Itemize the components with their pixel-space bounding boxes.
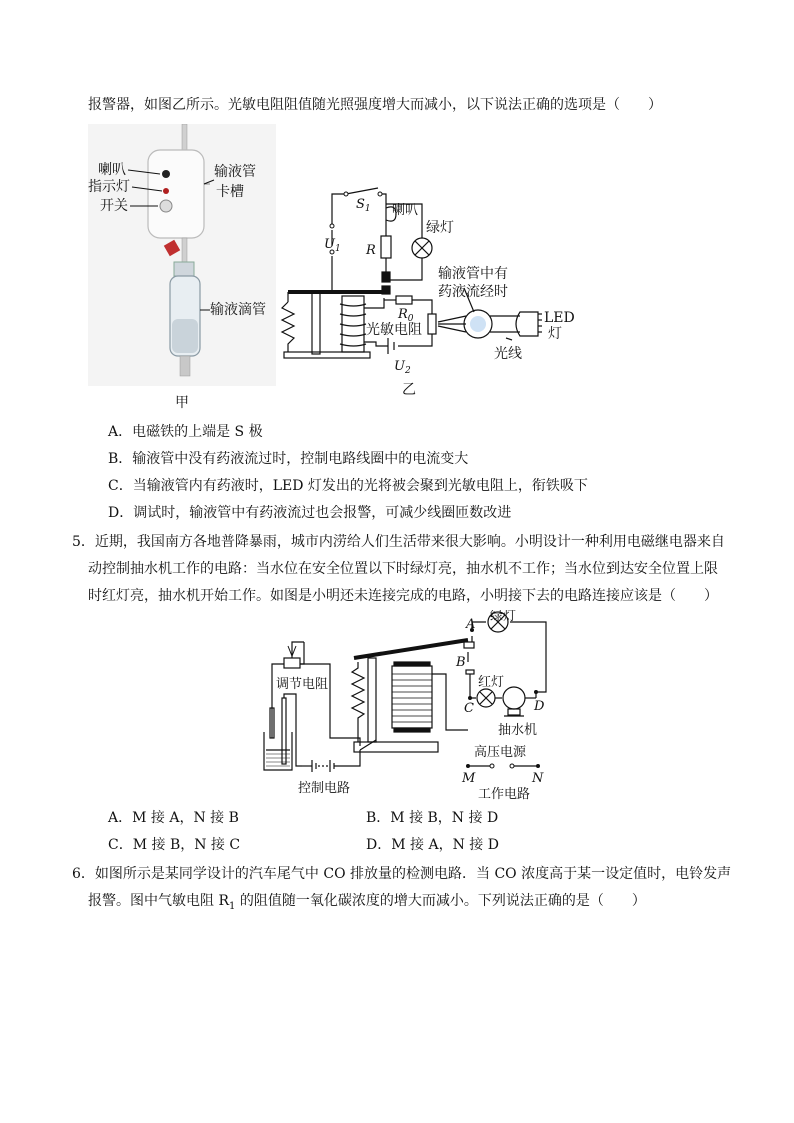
label-u2: $U_2$ xyxy=(394,359,411,376)
q5-stem-2: 动控制抽水机工作的电路：当水位在安全位置以下时绿灯亮，抽水机不工作；当水位到达安全位置上限 xyxy=(88,561,718,577)
label-tube-slot-2: 卡槽 xyxy=(216,184,244,200)
q6-stem-1: 6．如图所示是某同学设计的汽车尾气中 CO 排放量的检测电路．当 CO 浓度高于某一设定值时，电铃发声 xyxy=(72,866,732,882)
label-horn-circuit: 喇叭 xyxy=(392,203,419,218)
label-s1: $S_1$ xyxy=(356,197,371,214)
label-d: D xyxy=(534,699,545,714)
q6-stem-2b: 的阻值随一氧化碳浓度的增大而减小。下列说法正确的是（ ） xyxy=(235,893,646,909)
q4-option-c: C．当输液管内有药液时，LED 灯发出的光将被会聚到光敏电阻上，衔铁吸下 xyxy=(108,478,588,494)
label-photoresistor: 光敏电阻 xyxy=(366,322,422,338)
label-r0: $R_0$ xyxy=(398,307,414,324)
label-switch: 开关 xyxy=(100,198,128,214)
label-flow-2: 药液流经时 xyxy=(438,284,508,300)
label-flow-1: 输液管中有 xyxy=(438,266,508,282)
figure-yi-caption: 乙 xyxy=(402,382,416,398)
label-control-circuit: 控制电路 xyxy=(298,781,351,796)
q5-option-b: B．M 接 B，N 接 D xyxy=(366,810,499,826)
q4-stem-end: 报警器，如图乙所示。光敏电阻阻值随光照强度增大而减小，以下说法正确的选项是（ ） xyxy=(88,97,662,113)
q4-option-b: B．输液管中没有药液流过时，控制电路线圈中的电流变大 xyxy=(108,451,469,467)
label-led-1: LED xyxy=(544,310,575,326)
q6-stem-2a: 报警。图中气敏电阻 R xyxy=(88,893,229,909)
label-u1: $U_1$ xyxy=(324,237,341,254)
figure-jia xyxy=(88,124,276,386)
q4-option-a: A．电磁铁的上端是 S 极 xyxy=(108,424,263,440)
label-a: A xyxy=(466,617,476,632)
figure-jia-illustration xyxy=(88,124,276,386)
q6-stem-2-sub: 1 xyxy=(229,900,236,912)
figure-yi-circuit xyxy=(280,180,590,400)
label-m: M xyxy=(462,771,476,786)
indicator-icon xyxy=(163,188,169,194)
label-n: N xyxy=(532,771,544,786)
q5-option-c: C．M 接 B，N 接 C xyxy=(108,837,241,853)
label-horn: 喇叭 xyxy=(98,162,126,178)
q5-stem-1: 5．近期，我国南方各地普降暴雨，城市内涝给人们生活带来很大影响。小明设计一种利用电磁继电器来自 xyxy=(72,534,725,550)
label-red-light: 红灯 xyxy=(478,675,505,690)
label-green-light-q5: 绿灯 xyxy=(490,610,517,624)
label-drip: 输液滴管 xyxy=(210,302,266,318)
q6-stem-2 xyxy=(88,891,646,917)
label-indicator-light: 指示灯 xyxy=(88,179,130,195)
label-light-ray: 光线 xyxy=(494,346,522,362)
q5-circuit-figure xyxy=(258,610,558,804)
label-adjust-resistor: 调节电阻 xyxy=(276,677,329,692)
label-b: B xyxy=(456,655,466,670)
figure-jia-caption: 甲 xyxy=(175,395,189,411)
q5-stem-3: 时红灯亮，抽水机开始工作。如图是小明还未连接完成的电路，小明接下去的电路连接应该是（ ） xyxy=(88,588,718,604)
label-led-2: 灯 xyxy=(548,326,562,342)
label-pump: 抽水机 xyxy=(498,723,538,738)
label-hv-source: 高压电源 xyxy=(474,745,527,760)
q5-option-a: A．M 接 A，N 接 B xyxy=(108,810,239,826)
label-work-circuit: 工作电路 xyxy=(478,787,531,802)
label-green-light: 绿灯 xyxy=(426,220,454,236)
switch-icon xyxy=(160,200,172,212)
label-r: R xyxy=(366,243,376,258)
q5-option-d: D．M 接 A，N 接 D xyxy=(366,837,499,853)
label-c: C xyxy=(464,701,474,716)
label-tube-slot-1: 输液管 xyxy=(214,164,256,180)
horn-icon xyxy=(162,170,170,178)
q4-option-d: D．调试时，输液管中有药液流过也会报警，可减少线圈匝数改进 xyxy=(108,505,512,521)
